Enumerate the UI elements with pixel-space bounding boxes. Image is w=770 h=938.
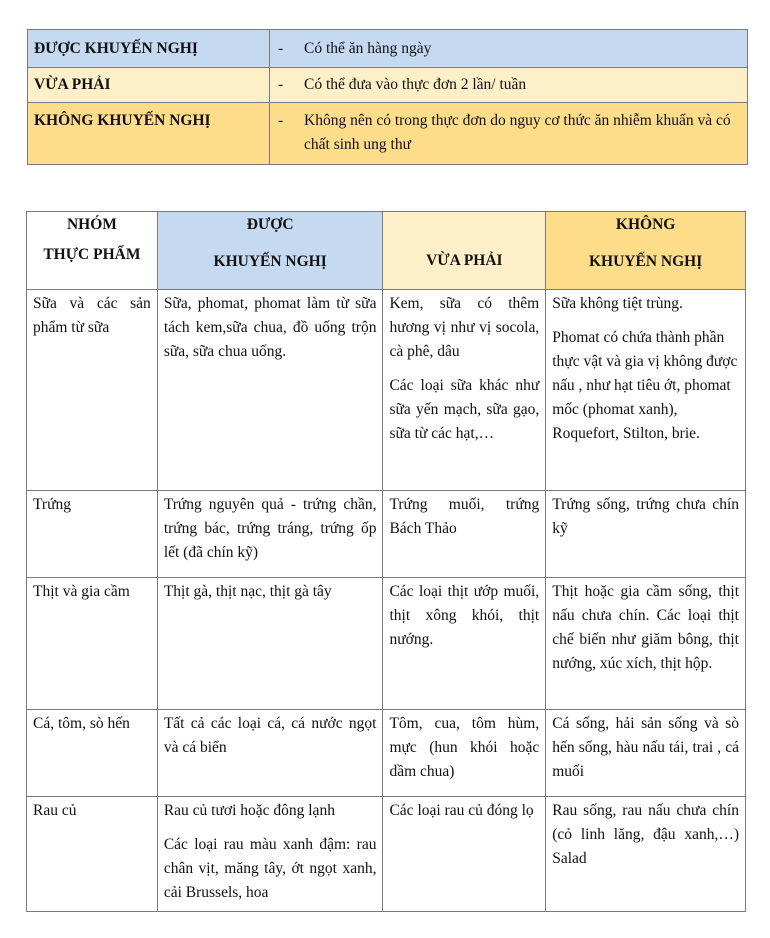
cell-text: Sữa không tiệt trùng. bbox=[552, 295, 683, 312]
table-row bbox=[27, 710, 746, 797]
cell-recommended bbox=[157, 710, 383, 797]
legend-dash: - bbox=[278, 40, 284, 57]
legend-text: Không nên có trong thực đơn do nguy cơ thức ăn nhiễm khuẩn và có chất sinh ung thư bbox=[304, 112, 731, 153]
cell-not-recommended bbox=[546, 797, 746, 912]
legend-row-not-recommended bbox=[28, 103, 748, 165]
legend-label: ĐƯỢC KHUYẾN NGHỊ bbox=[28, 30, 270, 68]
cell-text: Tất cả các loại cá, cá nước ngọt và cá biển bbox=[163, 715, 377, 756]
legend-description bbox=[270, 68, 748, 103]
cell-group bbox=[27, 290, 158, 491]
legend-table bbox=[27, 29, 748, 165]
cell-text: Trứng nguyên quả - trứng chần, trứng bác, trứng tráng, trứng ốp lết (đã chín kỹ) bbox=[163, 496, 377, 561]
food-group-table bbox=[26, 211, 746, 912]
cell-moderate bbox=[383, 797, 546, 912]
cell-not-recommended bbox=[546, 491, 746, 578]
cell-text: Cá sống, hải sản sống và sò hến sống, hàu nấu tái, trai , cá muối bbox=[552, 715, 739, 780]
table-row bbox=[27, 491, 746, 578]
cell-group bbox=[27, 797, 158, 912]
cell-group bbox=[27, 710, 158, 797]
header-moderate bbox=[383, 212, 546, 290]
legend-description bbox=[270, 30, 748, 68]
cell-moderate bbox=[383, 578, 546, 710]
header-food-group bbox=[27, 212, 158, 290]
cell-text: Các loại rau màu xanh đậm: rau chân vịt, măng tây, ớt ngọt xanh, cải Brussels, hoa bbox=[163, 836, 377, 901]
header-line: NHÓM bbox=[66, 216, 117, 233]
header-line: KHUYẾN NGHỊ bbox=[588, 253, 703, 270]
legend-label: VỪA PHẢI bbox=[28, 68, 270, 103]
cell-text: Phomat có chứa thành phần thực vật và gia vị không được nấu , như hạt tiêu ớt, phomat mốc (phomat xanh), Roquefort, Stilton, brie. bbox=[552, 329, 738, 442]
cell-text: Các loại rau củ đóng lọ bbox=[389, 802, 534, 819]
cell-moderate bbox=[383, 491, 546, 578]
cell-text: Rau củ tươi hoặc đông lạnh bbox=[163, 802, 335, 819]
cell-recommended bbox=[157, 491, 383, 578]
cell-not-recommended bbox=[546, 710, 746, 797]
cell-text: Kem, sữa có thêm hương vị như vị socola, cà phê, dâu bbox=[389, 295, 540, 360]
legend-text: Có thể đưa vào thực đơn 2 lần/ tuần bbox=[304, 76, 527, 93]
cell-moderate bbox=[383, 290, 546, 491]
cell-text: Tôm, cua, tôm hùm, mực (hun khói hoặc dầm chua) bbox=[389, 715, 540, 780]
cell-text: Các loại sữa khác như sữa yến mạch, sữa gạo, sữa từ các hạt,… bbox=[389, 377, 540, 442]
cell-text: Trứng muối, trứng Bách Thảo bbox=[389, 496, 540, 537]
legend-dash: - bbox=[278, 76, 284, 93]
cell-text: Trứng sống, trứng chưa chín kỹ bbox=[552, 496, 739, 537]
header-line: KHUYẾN NGHỊ bbox=[213, 253, 327, 270]
cell-text: Cá, tôm, sò hến bbox=[33, 715, 130, 732]
cell-text: Thịt và gia cầm bbox=[33, 583, 130, 600]
legend-row-recommended bbox=[28, 30, 748, 68]
cell-group bbox=[27, 578, 158, 710]
cell-group bbox=[27, 491, 158, 578]
table-row bbox=[27, 578, 746, 710]
legend-text: Có thể ăn hàng ngày bbox=[304, 40, 432, 57]
cell-text: Thịt hoặc gia cầm sống, thịt nấu chưa chín. Các loại thịt chế biến như giăm bông, thịt nướng, xúc xích, thịt hộp. bbox=[552, 583, 739, 672]
cell-text: Trứng bbox=[33, 496, 71, 513]
legend-label: KHÔNG KHUYẾN NGHỊ bbox=[28, 103, 270, 165]
table-row bbox=[27, 797, 746, 912]
header-line: KHÔNG bbox=[615, 216, 676, 233]
header-recommended bbox=[157, 212, 383, 290]
header-line: THỰC PHẨM bbox=[43, 246, 141, 263]
cell-text: Sữa và các sản phẩm từ sữa bbox=[33, 295, 151, 336]
cell-text: Sữa, phomat, phomat làm từ sữa tách kem,sữa chua, đồ uống trộn sữa, sữa chua uống. bbox=[163, 295, 377, 360]
header-not-recommended bbox=[546, 212, 746, 290]
cell-text: Rau sống, rau nấu chưa chín (cỏ linh lăng, đậu xanh,…) Salad bbox=[552, 802, 739, 867]
cell-text: Các loại thịt ướp muối, thịt xông khói, thịt nướng. bbox=[389, 583, 540, 648]
legend-dash: - bbox=[278, 112, 284, 129]
table-row bbox=[27, 290, 746, 491]
cell-recommended bbox=[157, 797, 383, 912]
cell-not-recommended bbox=[546, 578, 746, 710]
cell-text: Thịt gà, thịt nạc, thịt gà tây bbox=[163, 583, 332, 600]
cell-recommended bbox=[157, 290, 383, 491]
cell-not-recommended bbox=[546, 290, 746, 491]
header-line: VỪA PHẢI bbox=[426, 252, 503, 269]
legend-description bbox=[270, 103, 748, 165]
header-line: ĐƯỢC bbox=[246, 216, 294, 233]
cell-moderate bbox=[383, 710, 546, 797]
table-header-row bbox=[27, 212, 746, 290]
cell-text: Rau củ bbox=[33, 802, 77, 819]
cell-recommended bbox=[157, 578, 383, 710]
legend-row-moderate bbox=[28, 68, 748, 103]
